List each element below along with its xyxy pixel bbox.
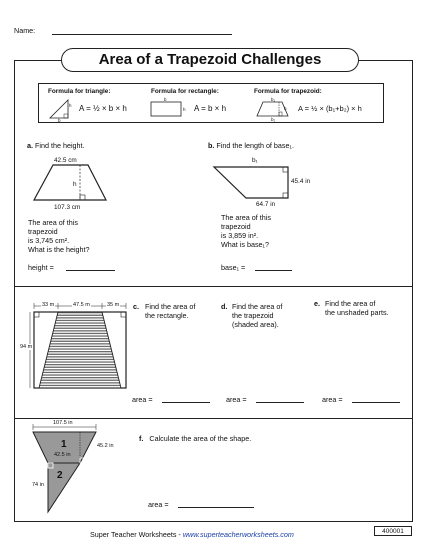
cde-seg1-label: 33 m xyxy=(42,302,55,308)
unshaded-area-label: area = xyxy=(322,395,343,404)
problem-b-letter: b. xyxy=(208,141,215,150)
problem-f-letter: f. xyxy=(139,434,144,443)
f-area-line[interactable] xyxy=(178,507,254,508)
problem-b-b1-label: b₁ xyxy=(252,157,258,164)
f-top-label: 107.5 in xyxy=(53,420,73,426)
name-label: Name: xyxy=(14,26,36,35)
problem-d: d. Find the area of the trapezoid (shaded area). xyxy=(221,302,283,329)
trap-area-label: area = xyxy=(226,395,247,404)
problem-b-side-label: 45.4 in xyxy=(291,178,311,185)
rectangle-b-label: b xyxy=(164,97,167,102)
page-title: Area of a Trapezoid Challenges xyxy=(61,48,359,72)
problem-a-bottom-label: 107.3 cm xyxy=(54,204,81,211)
footer-text xyxy=(90,530,294,539)
rect-area-label: area = xyxy=(132,395,153,404)
triangle-b-label: b xyxy=(58,118,61,123)
f-shape1-label: 1 xyxy=(61,439,67,450)
trapezoid-h-label: h xyxy=(284,106,287,111)
problem-a-letter: a. xyxy=(27,141,33,150)
trapezoid-b1-label: b₁ xyxy=(271,97,276,102)
f-area-label: area = xyxy=(148,500,169,509)
problem-c: c. Find the area of the rectangle. xyxy=(133,302,196,320)
footer-url[interactable]: www.superteacherworksheets.com xyxy=(182,530,294,539)
problem-c-letter: c. xyxy=(133,302,139,311)
problem-f xyxy=(139,434,251,443)
rectangle-h-label: h xyxy=(183,107,186,112)
f-shape2-label: 2 xyxy=(57,470,63,481)
problem-e: e. Find the area of the unshaded parts. xyxy=(314,299,389,317)
problem-f-text: Calculate the area of the shape. xyxy=(149,434,252,443)
f-left-label: 74 in xyxy=(32,482,44,488)
footer-brand: Super Teacher Worksheets - xyxy=(90,530,183,539)
f-mid-label: 42.5 in xyxy=(54,452,71,458)
trapezoid-formula: A = ½ × (b₁+b₂) × h xyxy=(298,104,362,113)
height-answer-label: height = xyxy=(28,263,54,272)
problem-a-text: Find the height. xyxy=(35,141,85,150)
rectangle-formula: A = b × h xyxy=(194,104,227,113)
cde-seg3-label: 35 m xyxy=(107,302,120,308)
base-answer-label: base₁ = xyxy=(221,263,246,272)
worksheet-code: 400001 xyxy=(374,526,412,536)
trapezoid-formula-title: Formula for trapezoid: xyxy=(254,88,322,95)
problem-a-h-label: h xyxy=(73,181,77,188)
rectangle-formula-title: Formula for rectangle: xyxy=(151,88,219,95)
triangle-h-label: h xyxy=(69,103,72,108)
cde-seg2-label: 47.5 m xyxy=(73,302,90,308)
triangle-formula: A = ½ × b × h xyxy=(79,104,127,113)
problem-b-description: The area of this trapezoid is 3,859 in². What is base₁? xyxy=(221,213,271,249)
trapezoid-b2-label: b₂ xyxy=(271,117,276,122)
problem-b-text: Find the length of base₁. xyxy=(216,141,294,150)
problem-d-letter: d. xyxy=(221,302,228,311)
f-right-label: 45.2 in xyxy=(97,443,114,449)
cde-height-label: 94 m xyxy=(20,344,33,350)
problem-b-bottom-label: 64.7 in xyxy=(256,201,276,208)
problem-a-description: The area of this trapezoid is 3,745 cm². What is the height? xyxy=(28,218,90,254)
triangle-formula-title: Formula for triangle: xyxy=(48,88,111,95)
problem-a-top-label: 42.5 cm xyxy=(54,157,77,164)
problem-e-letter: e. xyxy=(314,299,320,308)
